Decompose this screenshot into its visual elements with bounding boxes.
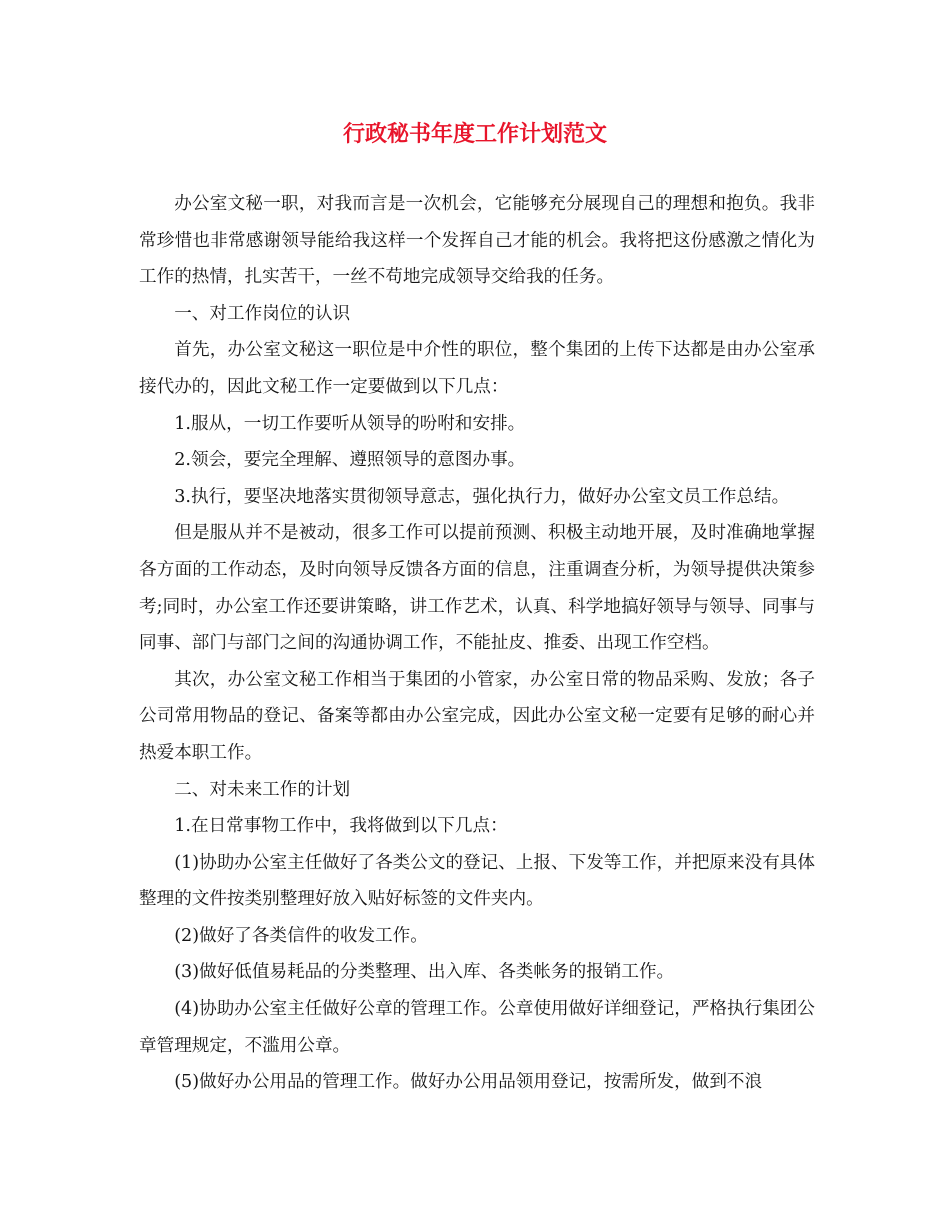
list-item: 3.执行，要坚决地落实贯彻领导意志，强化执行力，做好办公室文员工作总结。: [174, 486, 790, 507]
paragraph: 办公室文秘一职，对我而言是一次机会，它能够充分展现自己的理想和抱负。我非常珍惜也非常感谢领导能给我这样一个发挥自己才能的机会。我将把这份感激之情化为工作的热情，扎实苦干，一丝不苟地完成领导交给我的任务。: [139, 194, 815, 288]
list-item: 2.领会，要完全理解、遵照领导的意图办事。: [174, 450, 526, 471]
document-title: 行政秘书年度工作计划范文: [342, 121, 607, 147]
document-body: [139, 186, 815, 1101]
section-heading: 二、对未来工作的计划: [174, 779, 351, 800]
paragraph: 但是服从并不是被动，很多工作可以提前预测、积极主动地开展，及时准确地掌握各方面的工作动态，及时向领导反馈各方面的信息，注重调查分析，为领导提供决策参考;同时，办公室工作还要讲策略，讲工作艺术，认真、科学地搞好领导与领导、同事与同事、部门与部门之间的沟通协调工作，不能扯皮、推委、出现工作空档。: [139, 523, 815, 654]
list-item: (2)做好了各类信件的收发工作。: [174, 925, 428, 946]
list-item: (5)做好办公用品的管理工作。做好办公用品领用登记，按需所发，做到不浪: [174, 1072, 763, 1093]
list-item: 1.在日常事物工作中，我将做到以下几点：: [174, 816, 508, 837]
section-heading: 一、对工作岗位的认识: [174, 303, 351, 324]
list-item: (1)协助办公室主任做好了各类公文的登记、上报、下发等工作，并把原来没有具体整理的文件按类别整理好放入贴好标签的文件夹内。: [139, 852, 815, 910]
paragraph: 首先，办公室文秘这一职位是中介性的职位，整个集团的上传下达都是由办公室承接代办的，因此文秘工作一定要做到以下几点：: [139, 340, 815, 397]
list-item: 1.服从，一切工作要听从领导的吩咐和安排。: [174, 413, 526, 434]
list-item: (3)做好低值易耗品的分类整理、出入库、各类帐务的报销工作。: [174, 962, 675, 983]
list-item: (4)协助办公室主任做好公章的管理工作。公章使用做好详细登记，严格执行集团公章管理规定，不滥用公章。: [139, 999, 815, 1056]
paragraph: 其次，办公室文秘工作相当于集团的小管家，办公室日常的物品采购、发放；各子公司常用物品的登记、备案等都由办公室完成，因此办公室文秘一定要有足够的耐心并热爱本职工作。: [139, 669, 815, 763]
